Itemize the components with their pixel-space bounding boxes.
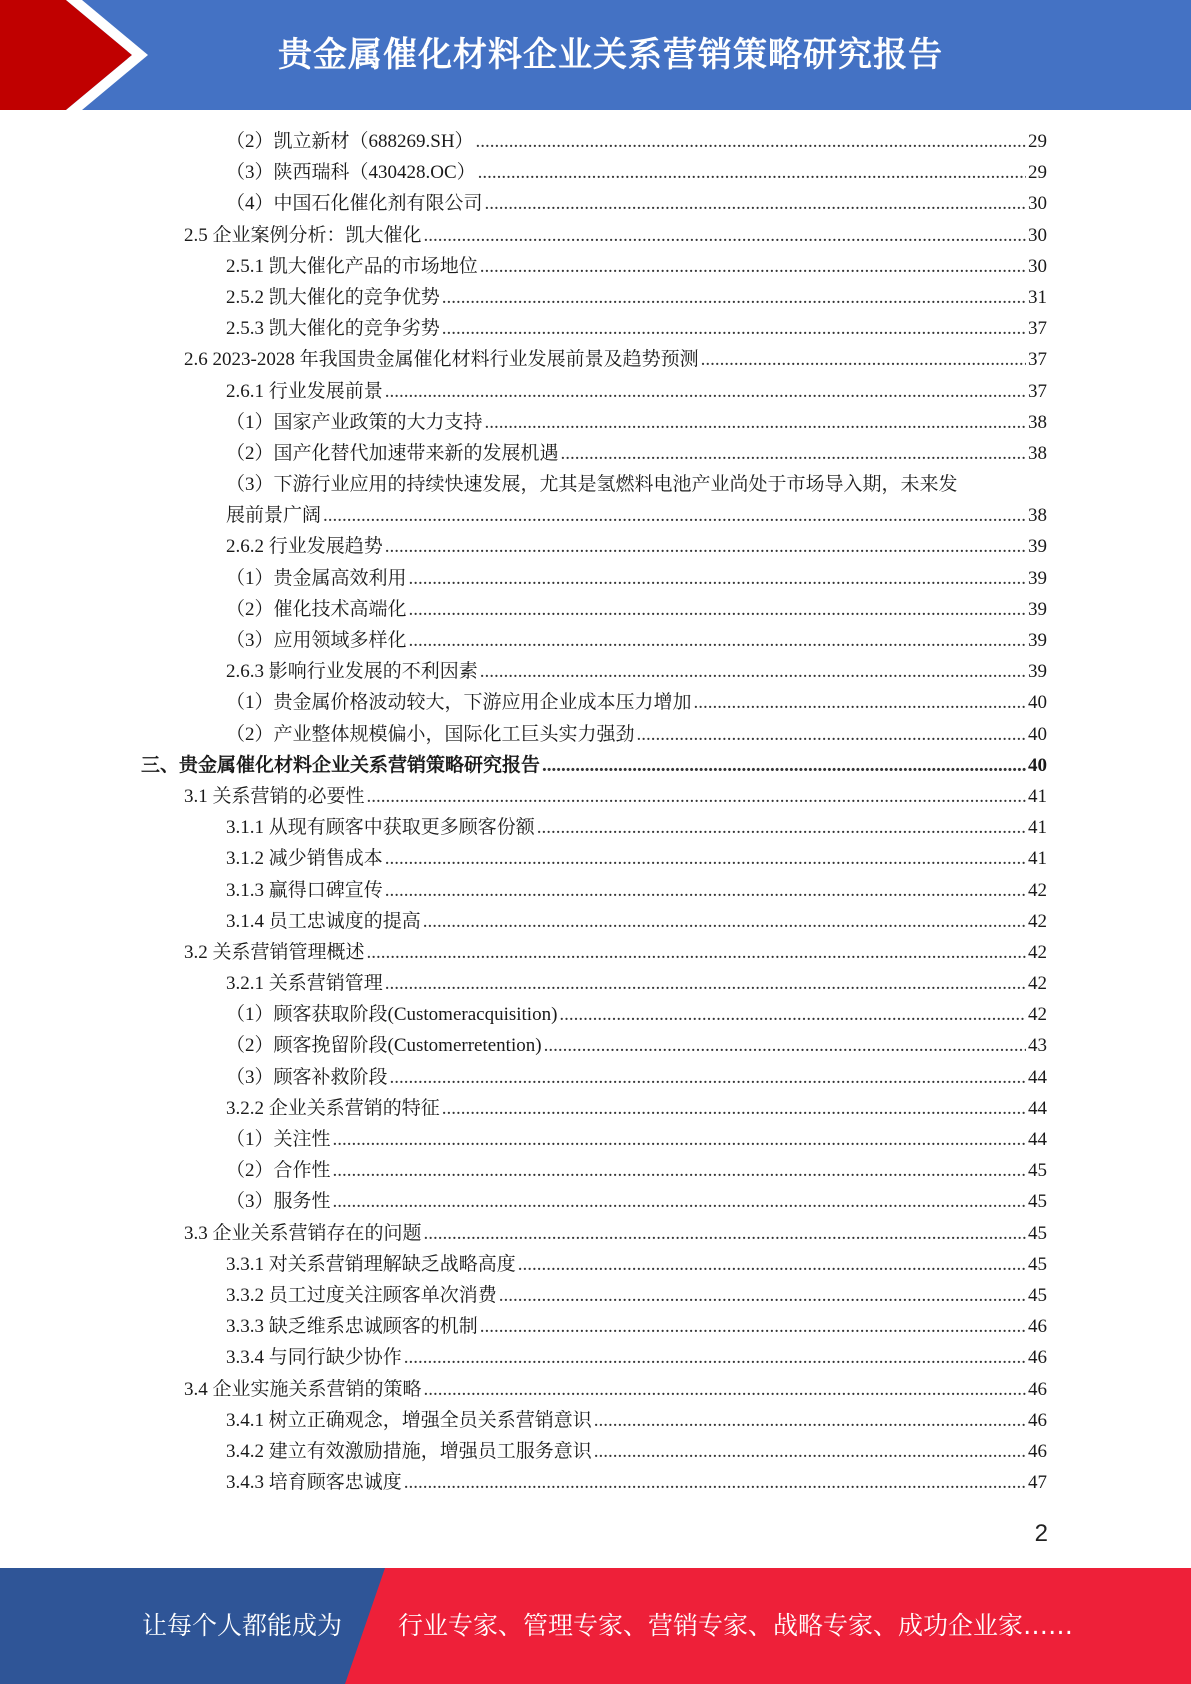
toc-entry-page: 43 [1028,1035,1047,1057]
toc-entry[interactable] [0,188,1191,219]
toc-entry-label: （1）关注性 [226,1129,331,1151]
toc-entry-label: 2.5.3 凯大催化的竞争劣势 [226,318,440,340]
toc-entry-page: 39 [1028,536,1047,558]
toc-entry-label: 2.5 企业案例分析：凯大催化 [184,224,422,246]
toc-entry-label: 3.1.3 赢得口碑宣传 [226,879,383,901]
toc-dot-leader [333,1186,1026,1217]
toc-entry-label-line1: （3）下游行业应用的持续快速发展，尤其是氢燃料电池产业尚处于市场导入期，未来发 [226,474,958,496]
toc-entry-page: 40 [1028,723,1047,745]
toc-entry-page: 29 [1028,162,1047,184]
toc-entry-label: 2.6 2023-2028 年我国贵金属催化材料行业发展前景及趋势预测 [184,349,699,371]
toc-entry-page: 30 [1028,224,1047,246]
toc-entry[interactable] [0,906,1191,937]
toc-entry[interactable] [0,937,1191,968]
toc-entry-label: 3.2.1 关系营销管理 [226,973,383,995]
toc-entry[interactable] [0,344,1191,375]
toc-entry-page: 40 [1028,754,1047,776]
toc-entry[interactable] [0,313,1191,344]
toc-entry[interactable] [0,282,1191,313]
toc-entry-page: 42 [1028,1004,1047,1026]
toc-entry-page: 42 [1028,973,1047,995]
toc-entry-label: 3.4.2 建立有效激励措施，增强员工服务意识 [226,1440,592,1462]
toc-entry-label: （2）国产化替代加速带来新的发展机遇 [226,442,559,464]
toc-entry-label: 2.6.3 影响行业发展的不利因素 [226,661,478,683]
toc-entry[interactable] [0,531,1191,562]
toc-dot-leader [594,1405,1026,1436]
toc-entry-label: （2）催化技术高端化 [226,598,407,620]
toc-dot-leader [333,1155,1026,1186]
page-number: 2 [1034,1520,1048,1547]
toc-entry-page: 45 [1028,1253,1047,1275]
toc-entry-label: 3.1.2 减少销售成本 [226,848,383,870]
toc-entry-label: （1）贵金属高效利用 [226,567,407,589]
toc-entry-label: 2.5.1 凯大催化产品的市场地位 [226,255,478,277]
toc-entry[interactable] [0,1155,1191,1186]
toc-entry[interactable] [0,594,1191,625]
toc-dot-leader [594,1436,1026,1467]
toc-entry-page: 38 [1028,505,1047,527]
document-title: 贵金属催化材料企业关系营销策略研究报告 [278,35,943,75]
toc-entry-page: 46 [1028,1347,1047,1369]
toc-dot-leader [409,625,1026,656]
toc-entry-label: （3）服务性 [226,1191,331,1213]
toc-dot-leader [480,656,1026,687]
toc-dot-leader [423,906,1026,937]
toc-dot-leader [476,126,1026,157]
toc-dot-leader [390,1062,1026,1093]
toc-entry-label: 3.1.4 员工忠诚度的提高 [226,910,421,932]
toc-entry-label: 3.3.3 缺乏维系忠诚顾客的机制 [226,1316,478,1338]
toc-entry-label: 2.6.1 行业发展前景 [226,380,383,402]
toc-entry-label: （3）陕西瑞科（430428.OC） [226,162,476,184]
toc-entry-label: 2.6.2 行业发展趋势 [226,536,383,558]
toc-dot-leader [561,438,1026,469]
toc-entry[interactable] [0,1436,1191,1467]
toc-dot-leader [385,531,1026,562]
toc-entry[interactable] [0,376,1191,407]
toc-dot-leader [701,344,1026,375]
toc-entry-page: 47 [1028,1472,1047,1494]
toc-entry[interactable] [0,220,1191,251]
toc-entry[interactable] [0,1467,1191,1498]
toc-dot-leader [404,1467,1026,1498]
toc-entry-label: （3）顾客补救阶段 [226,1066,388,1088]
toc-entry-page: 29 [1028,131,1047,152]
toc-dot-leader [537,812,1026,843]
toc-entry-page: 46 [1028,1378,1047,1400]
toc-entry-page: 44 [1028,1097,1047,1119]
toc-entry-label: （1）顾客获取阶段(Customeracquisition) [226,1004,558,1026]
toc-entry[interactable] [0,1186,1191,1217]
toc-entry-page: 46 [1028,1440,1047,1462]
toc-entry-page: 42 [1028,879,1047,901]
toc-entry-label: 三、贵金属催化材料企业关系营销策略研究报告 [141,754,541,776]
toc-entry-page: 31 [1028,286,1047,308]
toc-entry[interactable] [0,1311,1191,1342]
toc-entry[interactable] [0,875,1191,906]
toc-entry-page: 39 [1028,567,1047,589]
toc-dot-leader [404,1342,1026,1373]
toc-dot-leader [424,1218,1026,1249]
toc-entry[interactable] [0,407,1191,438]
toc-entry-page: 42 [1028,941,1047,963]
toc-entry-page: 39 [1028,630,1047,652]
toc-entry[interactable] [0,1374,1191,1405]
toc-dot-leader [367,937,1026,968]
toc-entry-page: 44 [1028,1066,1047,1088]
toc-dot-leader [542,750,1026,781]
toc-entry[interactable] [0,843,1191,874]
toc-entry-page: 42 [1028,910,1047,932]
toc-entry-label: （2）顾客挽留阶段(Customerretention) [226,1035,542,1057]
toc-entry-label: 3.3 企业关系营销存在的问题 [184,1222,422,1244]
toc-entry[interactable] [0,999,1191,1030]
toc-entry-page: 30 [1028,193,1047,215]
toc-entry-label: 3.3.4 与同行缺少协作 [226,1347,402,1369]
toc-dot-leader [385,843,1026,874]
toc-entry-page: 45 [1028,1284,1047,1306]
toc-entry-page: 37 [1028,318,1047,340]
toc-dot-leader [442,1093,1026,1124]
toc-entry-page: 38 [1028,411,1047,433]
toc-entry-label: 2.5.2 凯大催化的竞争优势 [226,286,440,308]
toc-entry[interactable] [0,625,1191,656]
toc-entry-label: 3.2 关系营销管理概述 [184,941,365,963]
toc-entry[interactable] [0,1280,1191,1311]
toc-dot-leader [518,1249,1026,1280]
toc-entry-page: 38 [1028,442,1047,464]
toc-dot-leader [424,1374,1026,1405]
toc-entry-page: 37 [1028,380,1047,402]
toc-entry-label: （1）国家产业政策的大力支持 [226,411,483,433]
toc-entry-label: （2）产业整体规模偏小，国际化工巨头实力强劲 [226,723,635,745]
toc-entry[interactable] [0,1062,1191,1093]
toc-dot-leader [409,563,1026,594]
toc-entry[interactable] [0,563,1191,594]
toc-entry-page: 39 [1028,661,1047,683]
toc-entry-label: （1）贵金属价格波动较大，下游应用企业成本压力增加 [226,692,692,714]
toc-entry[interactable] [0,968,1191,999]
toc-dot-leader [385,376,1026,407]
toc-entry[interactable] [0,157,1191,188]
table-of-contents [0,126,1191,1498]
toc-entry-label: 3.3.1 对关系营销理解缺乏战略高度 [226,1253,516,1275]
toc-dot-leader [637,719,1026,750]
toc-dot-leader [694,687,1026,718]
toc-entry[interactable] [0,1218,1191,1249]
toc-entry-page: 41 [1028,785,1047,807]
toc-entry-label: 3.4.3 培育顾客忠诚度 [226,1472,402,1494]
toc-entry-page: 41 [1028,848,1047,870]
toc-dot-leader [478,157,1026,188]
toc-entry[interactable] [0,1124,1191,1155]
toc-entry-label: （4）中国石化催化剂有限公司 [226,193,483,215]
toc-dot-leader [424,220,1026,251]
toc-dot-leader [442,313,1026,344]
toc-entry[interactable] [0,781,1191,812]
toc-entry[interactable] [0,1342,1191,1373]
toc-entry-label: 3.4 企业实施关系营销的策略 [184,1378,422,1400]
toc-entry-page: 44 [1028,1129,1047,1151]
toc-entry-label: 展前景广阔 [226,505,322,527]
toc-dot-leader [485,407,1026,438]
toc-dot-leader [367,781,1026,812]
header-banner [0,0,1191,110]
toc-dot-leader [409,594,1026,625]
toc-entry-label: （3）应用领域多样化 [226,630,407,652]
toc-entry-label: （2）合作性 [226,1160,331,1182]
toc-entry[interactable] [0,1405,1191,1436]
toc-entry-label: 3.3.2 员工过度关注顾客单次消费 [226,1284,497,1306]
toc-entry[interactable] [0,469,1191,531]
toc-entry[interactable] [0,750,1191,781]
footer-slogan-right: 行业专家、管理专家、营销专家、战略专家、成功企业家…… [398,1611,1074,1640]
toc-entry-label: （2）凯立新材（688269.SH） [226,131,474,152]
toc-entry[interactable] [0,251,1191,282]
footer-banner [0,1568,1191,1684]
toc-entry-page: 46 [1028,1409,1047,1431]
footer-slogan-left: 让每个人都能成为 [142,1611,343,1640]
toc-entry-page: 39 [1028,598,1047,620]
toc-entry[interactable] [0,1249,1191,1280]
toc-dot-leader [559,999,1026,1030]
toc-entry[interactable] [0,1030,1191,1061]
toc-entry-page: 40 [1028,692,1047,714]
toc-entry[interactable] [0,687,1191,718]
toc-entry[interactable] [0,656,1191,687]
toc-entry-page: 41 [1028,817,1047,839]
toc-dot-leader [499,1280,1026,1311]
toc-dot-leader [385,968,1026,999]
toc-entry-page: 30 [1028,255,1047,277]
toc-entry[interactable] [0,719,1191,750]
toc-dot-leader [480,251,1026,282]
toc-dot-leader [442,282,1026,313]
toc-dot-leader [323,500,1026,531]
toc-entry-page: 46 [1028,1316,1047,1338]
toc-dot-leader [485,188,1026,219]
toc-dot-leader [333,1124,1026,1155]
toc-dot-leader [385,875,1026,906]
toc-entry-label: 3.4.1 树立正确观念，增强全员关系营销意识 [226,1409,592,1431]
toc-entry-page: 37 [1028,349,1047,371]
toc-entry-page: 45 [1028,1160,1047,1182]
toc-entry-page: 45 [1028,1222,1047,1244]
toc-entry[interactable] [0,1093,1191,1124]
toc-dot-leader [544,1030,1026,1061]
toc-entry-label: 3.1.1 从现有顾客中获取更多顾客份额 [226,817,535,839]
toc-dot-leader [480,1311,1026,1342]
toc-entry[interactable] [0,126,1191,157]
toc-entry-label: 3.2.2 企业关系营销的特征 [226,1097,440,1119]
toc-entry-page: 45 [1028,1191,1047,1213]
toc-entry-label: 3.1 关系营销的必要性 [184,785,365,807]
toc-entry[interactable] [0,438,1191,469]
toc-entry[interactable] [0,812,1191,843]
